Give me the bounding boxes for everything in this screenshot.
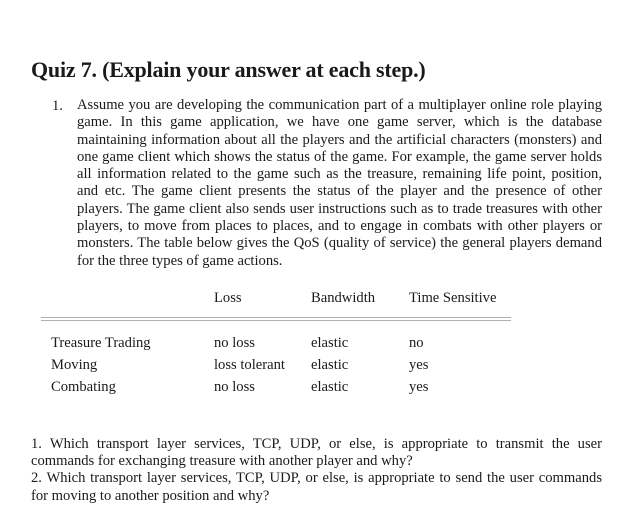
question-number: 1.	[52, 98, 63, 114]
subquestion-list	[31, 436, 602, 505]
column-header-bandwidth: Bandwidth	[311, 290, 376, 306]
table-row-loss: loss tolerant	[214, 357, 285, 373]
subquestion-1: 1. Which transport layer services, TCP, UDP, or else, is appropriate to transmit the user commands for exchanging treasure with another player and why?	[31, 436, 602, 470]
table-row-loss: no loss	[214, 379, 255, 395]
table-row-bandwidth: elastic	[311, 335, 349, 351]
table-row-loss: no loss	[214, 335, 255, 351]
table-row-time-sensitive: yes	[409, 379, 429, 395]
table-row-action: Moving	[51, 357, 98, 373]
question-text: Assume you are developing the communication part of a multiplayer online role playing game. In this game application, we have one game server, which is the database maintaining information about all the players and the artificial characters (monsters) and one game client which shows the status of the game. For example, the game server holds all information related to the game such as the treasure, remaining life point, position, and etc. The game client presents the status of the player and the presence of other players. The game client also sends user instructions such as to trade treasures with other players, to move from places to places, and to engage in combats with other players or monsters. The table below gives the QoS (quality of service) the general players demand for the three types of game actions.	[77, 97, 602, 269]
table-row-action: Combating	[51, 379, 116, 395]
table-row-bandwidth: elastic	[311, 357, 349, 373]
column-header-loss: Loss	[214, 290, 242, 306]
subquestion-2: 2. Which transport layer services, TCP, UDP, or else, is appropriate to send the user commands for moving to another position and why?	[31, 470, 602, 504]
table-row-bandwidth: elastic	[311, 379, 349, 395]
page-title: Quiz 7. (Explain your answer at each step.)	[31, 57, 426, 82]
table-row-action: Treasure Trading	[51, 335, 151, 351]
table-row-time-sensitive: no	[409, 335, 424, 351]
table-divider	[41, 316, 511, 322]
table-row-time-sensitive: yes	[409, 357, 429, 373]
column-header-time-sensitive: Time Sensitive	[409, 290, 497, 306]
